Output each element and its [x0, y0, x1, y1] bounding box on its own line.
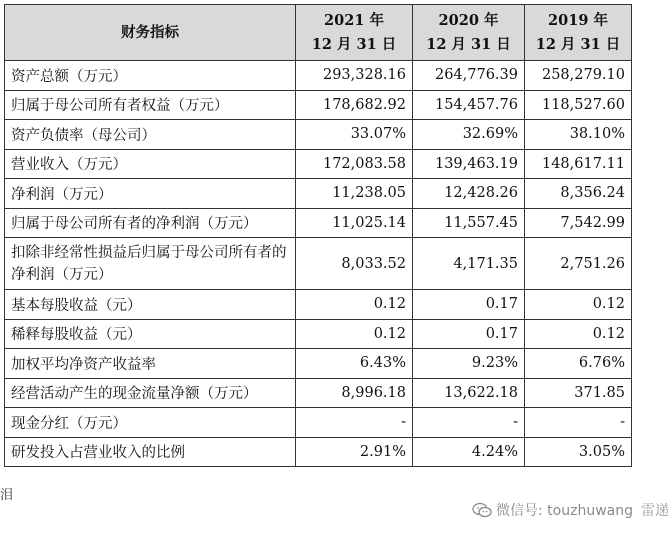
header-indicator: 财务指标 [5, 5, 296, 61]
row-label: 归属于母公司所有者的净利润（万元） [5, 208, 296, 238]
value-2019: 148,617.11 [525, 149, 632, 179]
row-label: 扣除非经常性损益后归属于母公司所有者的净利润（万元） [5, 238, 296, 290]
row-label: 资产负债率（母公司） [5, 120, 296, 150]
row-label: 加权平均净资产收益率 [5, 349, 296, 379]
table-row [5, 437, 632, 467]
table-row [5, 61, 632, 91]
value-2021: 8,033.52 [296, 238, 413, 290]
value-2021: 178,682.92 [296, 90, 413, 120]
table-row [5, 319, 632, 349]
value-2020: 32.69% [413, 120, 525, 150]
row-label: 资产总额（万元） [5, 61, 296, 91]
value-2021: 6.43% [296, 349, 413, 379]
table-row [5, 179, 632, 209]
value-2021: 11,025.14 [296, 208, 413, 238]
value-2019: 371.85 [525, 378, 632, 408]
table-row [5, 290, 632, 320]
header-2019: 2019 年 12 月 31 日 [525, 5, 632, 61]
financial-indicators-table [4, 4, 632, 467]
value-2020: 4,171.35 [413, 238, 525, 290]
table-header-row [5, 5, 632, 61]
value-2021: 33.07% [296, 120, 413, 150]
value-2021: 11,238.05 [296, 179, 413, 209]
value-2019: 38.10% [525, 120, 632, 150]
value-2021: - [296, 408, 413, 438]
value-2020: 264,776.39 [413, 61, 525, 91]
row-label: 基本每股收益（元） [5, 290, 296, 320]
table-row [5, 149, 632, 179]
value-2020: 154,457.76 [413, 90, 525, 120]
value-2020: - [413, 408, 525, 438]
value-2019: 118,527.60 [525, 90, 632, 120]
value-2021: 0.12 [296, 290, 413, 320]
value-2020: 4.24% [413, 437, 525, 467]
table-row [5, 120, 632, 150]
value-2020: 0.17 [413, 290, 525, 320]
value-2020: 13,622.18 [413, 378, 525, 408]
value-2021: 2.91% [296, 437, 413, 467]
table-row [5, 208, 632, 238]
value-2021: 293,328.16 [296, 61, 413, 91]
table-row [5, 238, 632, 290]
value-2020: 11,557.45 [413, 208, 525, 238]
value-2019: 8,356.24 [525, 179, 632, 209]
value-2019: 0.12 [525, 319, 632, 349]
table-row [5, 378, 632, 408]
page-edge-glyph: 泪 [0, 488, 14, 503]
header-2020: 2020 年 12 月 31 日 [413, 5, 525, 61]
row-label: 归属于母公司所有者权益（万元） [5, 90, 296, 120]
row-label: 稀释每股收益（元） [5, 319, 296, 349]
value-2021: 172,083.58 [296, 149, 413, 179]
value-2020: 12,428.26 [413, 179, 525, 209]
value-2019: 0.12 [525, 290, 632, 320]
value-2019: 3.05% [525, 437, 632, 467]
value-2019: 2,751.26 [525, 238, 632, 290]
row-label: 研发投入占营业收入的比例 [5, 437, 296, 467]
value-2021: 8,996.18 [296, 378, 413, 408]
watermark-text: 微信号: touzhuwang [496, 503, 633, 519]
watermark-brand: 雷递 [640, 503, 669, 519]
value-2021: 0.12 [296, 319, 413, 349]
value-2020: 139,463.19 [413, 149, 525, 179]
row-label: 净利润（万元） [5, 179, 296, 209]
header-2021: 2021 年 12 月 31 日 [296, 5, 413, 61]
table-row [5, 90, 632, 120]
value-2019: - [525, 408, 632, 438]
row-label: 现金分红（万元） [5, 408, 296, 438]
wechat-icon [472, 502, 492, 518]
value-2020: 9.23% [413, 349, 525, 379]
value-2019: 258,279.10 [525, 61, 632, 91]
table-row [5, 408, 632, 438]
wechat-watermark [472, 500, 669, 520]
row-label: 经营活动产生的现金流量净额（万元） [5, 378, 296, 408]
table-row [5, 349, 632, 379]
value-2020: 0.17 [413, 319, 525, 349]
value-2019: 7,542.99 [525, 208, 632, 238]
value-2019: 6.76% [525, 349, 632, 379]
row-label: 营业收入（万元） [5, 149, 296, 179]
